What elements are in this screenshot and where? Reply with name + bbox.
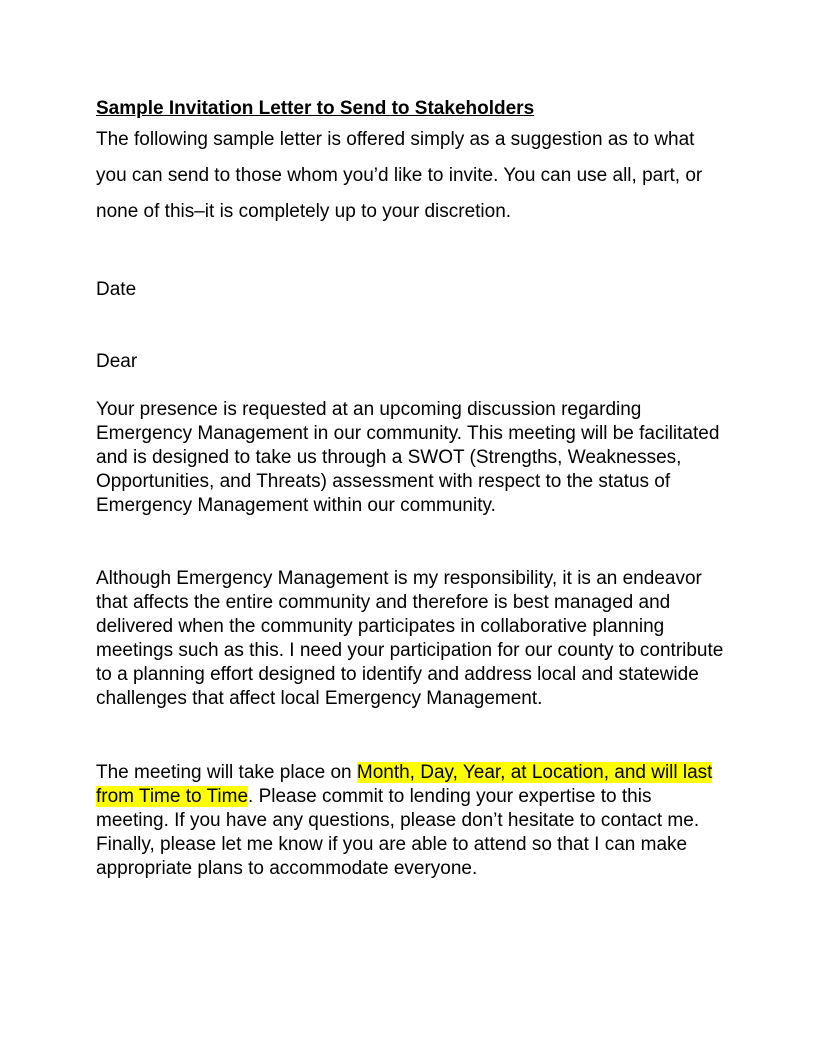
date-line: Date xyxy=(96,279,137,300)
letter-paragraph-2: Although Emergency Management is my responsibility, it is an endeavor that affects the entire community and therefore is best managed and delivered when the community participates in collaborative planning meetings such as this. I need your participation for our county to contribute to a planning effort designed to identify and address local and statewide challenges that affect local Emergency Management. xyxy=(96,568,724,709)
paragraph-3-lead: The meeting will take place on xyxy=(96,762,357,783)
salutation-line: Dear xyxy=(96,351,138,372)
letter-paragraph-3 xyxy=(96,761,728,881)
intro-paragraph-block xyxy=(96,122,728,230)
highlighted-placeholder-text: Month, Day, Year, at Location, and will last from Time to Time xyxy=(96,762,713,807)
intro-paragraph: The following sample letter is offered simply as a suggestion as to what you can send to those whom you’d like to invite. You can use all, part, or none of this–it is completely up to your discretion. xyxy=(96,129,703,222)
paragraph-3-rest: . Please commit to lending your expertise to this meeting. If you have any questions, please don’t hesitate to contact me. Finally, please let me know if you are able to attend so that I can make appropriate plans to accommodate everyone. xyxy=(96,786,700,879)
document-title: Sample Invitation Letter to Send to Stakeholders xyxy=(96,98,535,119)
document-page xyxy=(96,96,728,879)
letter-paragraph-1: Your presence is requested at an upcoming discussion regarding Emergency Management in our community. This meeting will be facilitated and is designed to take us through a SWOT (Strengths, Weaknesses, Opportunities, and Threats) assessment with respect to the status of Emergency Management within our community. xyxy=(96,399,720,516)
